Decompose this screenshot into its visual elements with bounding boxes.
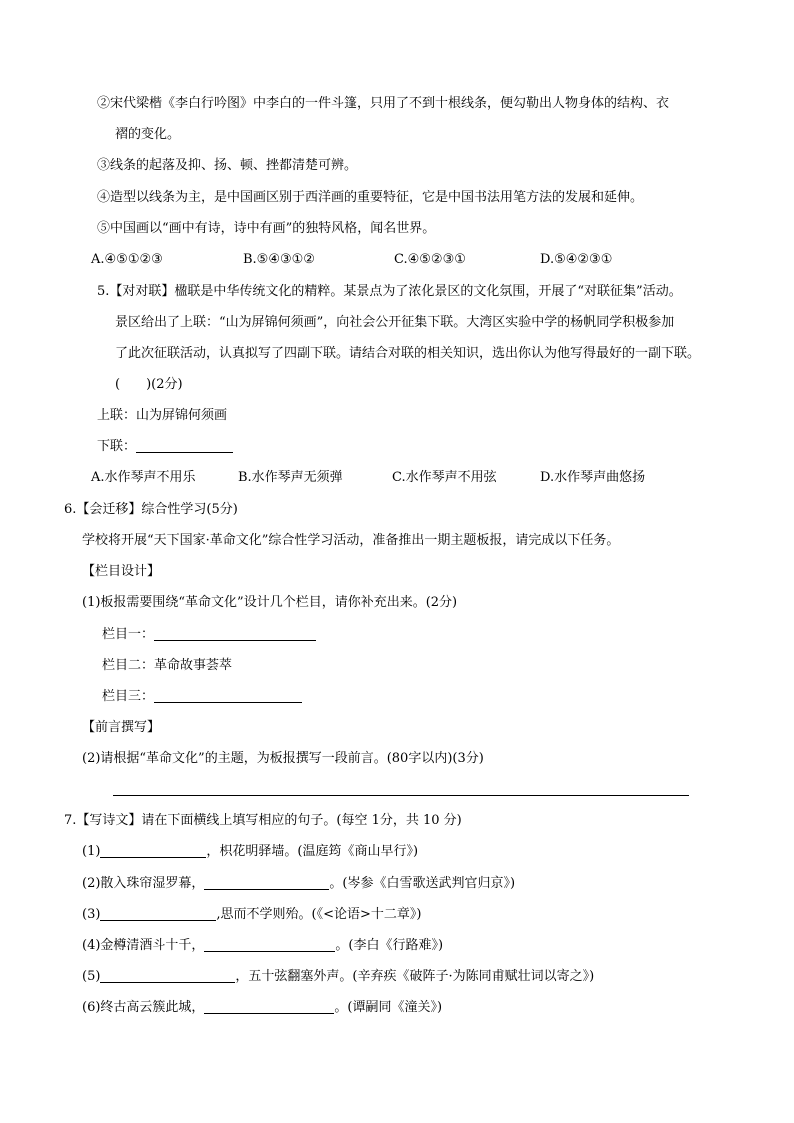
q4-item-5: ⑤中国画以“画中有诗，诗中有画”的独特风格，闻名世界。 xyxy=(97,221,436,236)
q7-sentence-6 xyxy=(82,999,442,1017)
q5-option-c: C.水作琴声不用弦 xyxy=(392,470,497,485)
q7-sentence-3 xyxy=(82,906,421,924)
q7-s3-prefix: (3) xyxy=(82,907,101,922)
q7-s5-blank[interactable] xyxy=(100,968,235,983)
q6-column-3 xyxy=(102,688,302,706)
q7-title: 7.【写诗文】请在下面横线上填写相应的句子。(每空 1分，共 10 分) xyxy=(64,813,462,828)
q4-option-d: D.⑤④②③① xyxy=(540,252,613,267)
q6-task-2: (2)请根据“革命文化”的主题，为板报撰写一段前言。(80字以内)(3分) xyxy=(82,751,484,766)
q7-s1-suffix: ，枳花明驿墙。(温庭筠《商山早行》) xyxy=(206,844,419,859)
q7-s6-blank[interactable] xyxy=(204,999,334,1014)
q6-section-column-design: 【栏目设计】 xyxy=(82,564,161,579)
q5-upper-couplet: 上联：山为屏锦何须画 xyxy=(97,408,228,423)
q5-lower-blank[interactable] xyxy=(136,438,233,453)
q5-option-d: D.水作琴声曲悠扬 xyxy=(540,470,646,485)
q7-s5-prefix: (5) xyxy=(82,969,101,984)
q4-item-2: ②宋代梁楷《李白行吟图》中李白的一件斗篷，只用了不到十根线条，便勾勒出人物身体的结构、衣 xyxy=(97,96,670,111)
q6-column-1 xyxy=(102,626,316,644)
q7-sentence-5 xyxy=(82,968,594,986)
q5-line-3: 了此次征联活动，认真拟写了四副下联。请结合对联的相关知识，选出你认为他写得最好的一副下联。 xyxy=(115,346,701,361)
q5-option-b: B.水作琴声无须弹 xyxy=(238,470,343,485)
q6-title: 6.【会迁移】综合性学习(5分) xyxy=(64,502,238,517)
q7-s3-blank[interactable] xyxy=(100,906,216,921)
q7-s4-suffix: 。(李白《行路难》) xyxy=(335,938,444,953)
q6-answer-line[interactable] xyxy=(113,795,689,796)
q7-s1-prefix: (1) xyxy=(82,844,101,859)
q7-s2-prefix: (2)散入珠帘湿罗幕， xyxy=(82,876,205,891)
q6-column-3-label: 栏目三： xyxy=(102,689,155,704)
q6-column-1-blank[interactable] xyxy=(154,626,316,641)
q4-option-a: A.④⑤①②③ xyxy=(91,252,163,267)
q5-lower-label: 下联： xyxy=(97,439,137,454)
q7-s1-blank[interactable] xyxy=(100,843,206,858)
q7-s5-suffix: ，五十弦翻塞外声。(辛弃疾《破阵子·为陈同甫赋壮词以寄之》) xyxy=(235,969,595,984)
q7-sentence-4 xyxy=(82,937,443,955)
q7-s6-prefix: (6)终古高云簇此城， xyxy=(82,1000,205,1015)
q6-column-2: 栏目二：革命故事荟萃 xyxy=(102,658,233,673)
q5-option-a: A.水作琴声不用乐 xyxy=(91,470,196,485)
q5-line-1: 5.【对对联】楹联是中华传统文化的精粹。某景点为了浓化景区的文化氛围，开展了“对联征集”活动。 xyxy=(97,284,682,299)
q6-task-1: (1)板报需要围绕“革命文化”设计几个栏目，请你补充出来。(2分) xyxy=(82,595,458,610)
q5-answer-bracket: ( )(2分) xyxy=(115,377,183,392)
q4-option-b: B.⑤④③①② xyxy=(243,252,315,267)
q5-line-2: 景区给出了上联：“山为屏锦何须画”，向社会公开征集下联。大湾区实验中学的杨帆同学积极参加 xyxy=(115,315,675,330)
q7-s4-prefix: (4)金樽清酒斗十千， xyxy=(82,938,205,953)
q6-intro: 学校将开展“天下国家·革命文化”综合性学习活动，准备推出一期主题板报，请完成以下任务。 xyxy=(82,533,620,548)
q6-column-3-blank[interactable] xyxy=(154,688,302,703)
q4-item-3: ③线条的起落及抑、扬、顿、挫都清楚可辨。 xyxy=(97,158,358,173)
q6-section-preface: 【前言撰写】 xyxy=(82,720,161,735)
q4-item-4: ④造型以线条为主，是中国画区别于西洋画的重要特征，它是中国书法用笔方法的发展和延伸。 xyxy=(97,190,644,205)
q7-s6-suffix: 。(谭嗣同《潼关》) xyxy=(334,1000,443,1015)
q7-s4-blank[interactable] xyxy=(204,937,335,952)
q7-s3-suffix: ,思而不学则殆。(《<论语>十二章》) xyxy=(216,907,422,922)
q5-lower-couplet xyxy=(97,438,233,456)
q6-column-1-label: 栏目一： xyxy=(102,627,155,642)
q7-s2-blank[interactable] xyxy=(204,875,329,890)
q4-item-2-cont: 褶的变化。 xyxy=(115,127,181,142)
q7-s2-suffix: 。(岑参《白雪歌送武判官归京》) xyxy=(329,876,516,891)
q7-sentence-1 xyxy=(82,843,418,861)
q7-sentence-2 xyxy=(82,875,515,893)
q4-option-c: C.④⑤②③① xyxy=(394,252,466,267)
